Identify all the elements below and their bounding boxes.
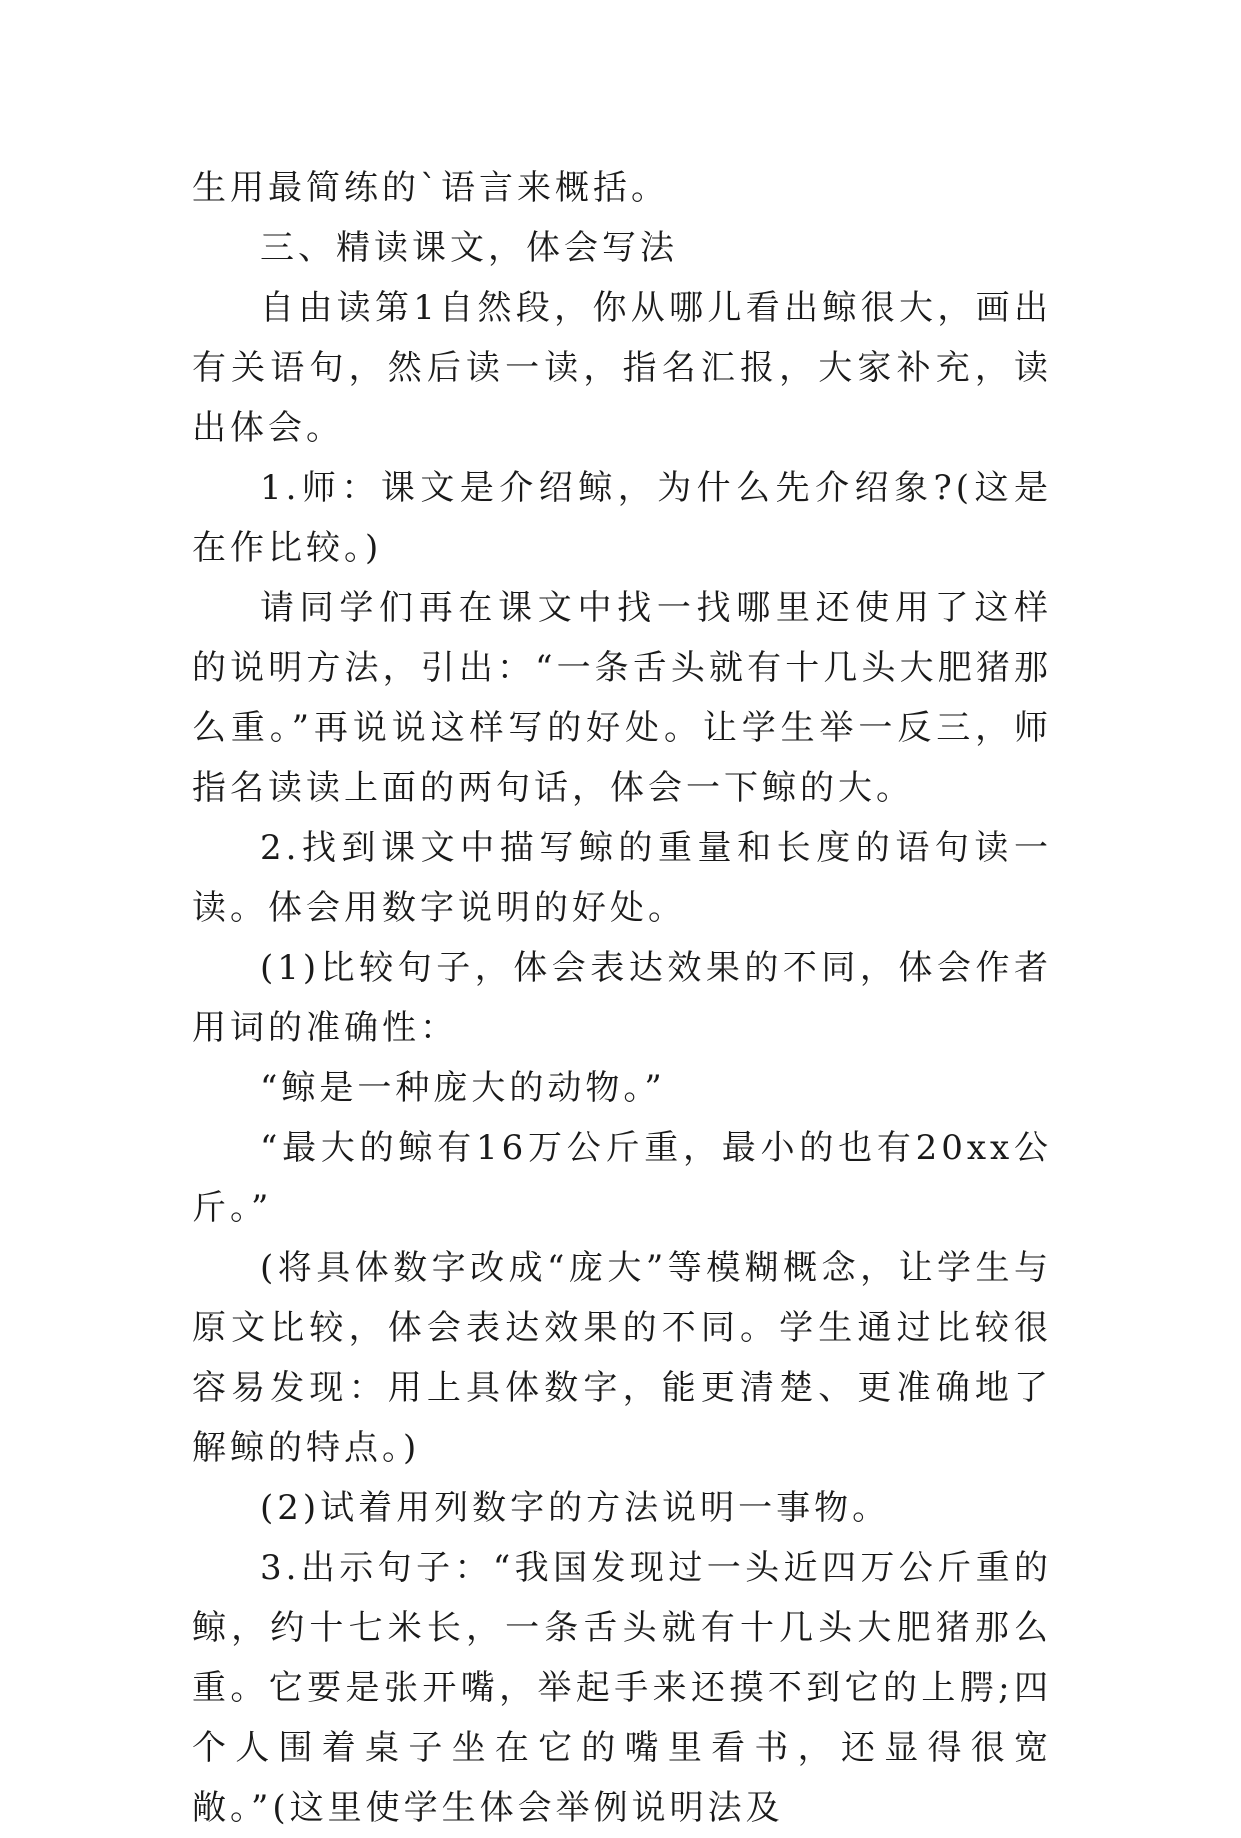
document-body	[192, 158, 1052, 1838]
quoted-sentence: “最大的鲸有16万公斤重，最小的也有20xx公斤。”	[192, 1128, 1052, 1228]
paragraph: 1.师：课文是介绍鲸，为什么先介绍象?(这是在作比较。)	[192, 468, 1052, 568]
paragraph: 自由读第1自然段，你从哪儿看出鲸很大，画出有关语句，然后读一读，指名汇报，大家补充，读出体会。	[192, 288, 1052, 448]
quoted-sentence: “鲸是一种庞大的动物。”	[260, 1068, 666, 1108]
paragraph: (将具体数字改成“庞大”等模糊概念，让学生与原文比较，体会表达效果的不同。学生通过比较很容易发现：用上具体数字，能更清楚、更准确地了解鲸的特点。)	[192, 1248, 1052, 1468]
paragraph: 2.找到课文中描写鲸的重量和长度的语句读一读。体会用数字说明的好处。	[192, 828, 1052, 928]
paragraph: (2)试着用列数字的方法说明一事物。	[260, 1488, 891, 1528]
paragraph-continuation: 生用最简练的`语言来概括。	[192, 168, 669, 208]
paragraph: 3.出示句子：“我国发现过一头近四万公斤重的鲸，约十七米长，一条舌头就有十几头大肥猪那么重。它要是张开嘴，举起手来还摸不到它的上腭;四个人围着桌子坐在它的嘴里看书，还显得很宽敞。”(这里使学生体会举例说明法及	[192, 1548, 1052, 1828]
section-heading: 三、精读课文，体会写法	[260, 228, 678, 268]
paragraph: 请同学们再在课文中找一找哪里还使用了这样的说明方法，引出：“一条舌头就有十几头大肥猪那么重。”再说说这样写的好处。让学生举一反三，师指名读读上面的两句话，体会一下鲸的大。	[192, 588, 1052, 808]
paragraph: (1)比较句子，体会表达效果的不同，体会作者用词的准确性：	[192, 948, 1052, 1048]
